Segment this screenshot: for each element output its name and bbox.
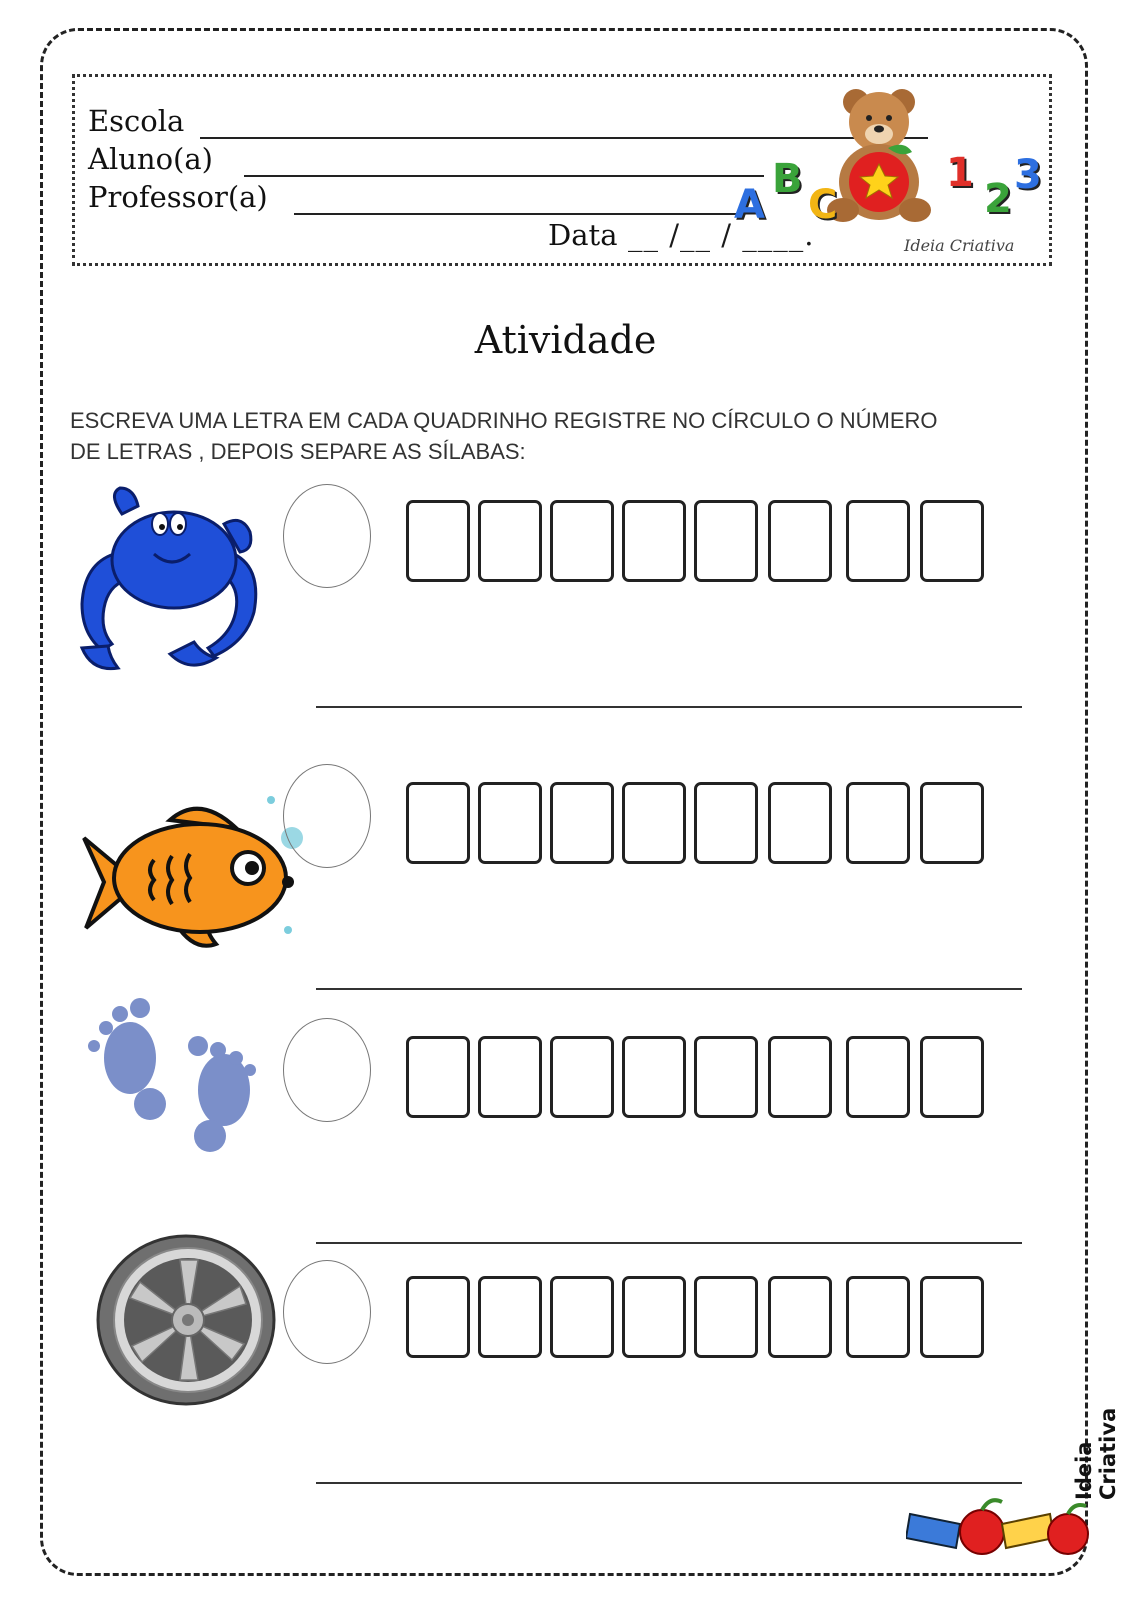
letter-box[interactable] [406, 500, 470, 582]
vertical-credit: Ideia Criativa [1072, 1407, 1120, 1500]
letter-box[interactable] [622, 1276, 686, 1358]
professor-label: Professor(a) [88, 180, 268, 214]
letter-box[interactable] [622, 782, 686, 864]
letter-count-circle[interactable] [283, 1260, 371, 1364]
letter-block: 2 [984, 176, 1012, 222]
data-label: Data [548, 218, 618, 252]
letter-block: B [772, 156, 803, 202]
footprints-icon [80, 998, 266, 1156]
letter-block: A [734, 182, 765, 228]
letter-block: C [808, 182, 838, 228]
letter-box[interactable] [768, 1276, 832, 1358]
letter-block: 1 [946, 150, 974, 196]
letter-box[interactable] [920, 1036, 984, 1118]
syllable-line[interactable] [316, 1242, 1022, 1244]
letter-box[interactable] [406, 1036, 470, 1118]
letter-box[interactable] [406, 1276, 470, 1358]
credit-text: Ideia Criativa [904, 236, 1015, 255]
letter-box[interactable] [478, 500, 542, 582]
letter-block: 3 [1014, 152, 1042, 198]
letter-count-circle[interactable] [283, 1018, 371, 1122]
letter-box[interactable] [920, 782, 984, 864]
letter-box[interactable] [694, 1276, 758, 1358]
crab-icon [74, 484, 274, 680]
letter-box[interactable] [768, 1036, 832, 1118]
syllable-line[interactable] [316, 1482, 1022, 1484]
letter-box[interactable] [550, 1276, 614, 1358]
letter-box[interactable] [478, 1036, 542, 1118]
letter-box[interactable] [768, 500, 832, 582]
letter-box[interactable] [550, 1036, 614, 1118]
letter-count-circle[interactable] [283, 484, 371, 588]
letter-box[interactable] [478, 1276, 542, 1358]
letter-box[interactable] [406, 782, 470, 864]
instructions-line-2: DE LETRAS , DEPOIS SEPARE AS SÍLABAS: [70, 439, 526, 464]
letter-box[interactable] [550, 782, 614, 864]
letter-box[interactable] [478, 782, 542, 864]
professor-line[interactable] [294, 213, 742, 215]
letter-box[interactable] [846, 782, 910, 864]
letter-count-circle[interactable] [283, 764, 371, 868]
letter-box[interactable] [846, 1276, 910, 1358]
letter-box[interactable] [694, 1036, 758, 1118]
letter-box[interactable] [920, 500, 984, 582]
page-title: Atividade [474, 318, 657, 362]
letter-box[interactable] [920, 1276, 984, 1358]
syllable-line[interactable] [316, 988, 1022, 990]
letter-box[interactable] [550, 500, 614, 582]
escola-label: Escola [88, 104, 185, 138]
letter-box[interactable] [846, 500, 910, 582]
letter-box[interactable] [694, 500, 758, 582]
aluno-label: Aluno(a) [88, 142, 213, 176]
letter-box[interactable] [622, 500, 686, 582]
wheel-icon [94, 1234, 276, 1406]
letter-box[interactable] [768, 782, 832, 864]
date-field[interactable]: __ /__ / ____. [628, 218, 815, 252]
syllable-line[interactable] [316, 706, 1022, 708]
instructions [70, 405, 1080, 467]
letter-box[interactable] [694, 782, 758, 864]
aluno-line[interactable] [244, 175, 764, 177]
letter-box[interactable] [622, 1036, 686, 1118]
instructions-line-1: ESCREVA UMA LETRA EM CADA QUADRINHO REGISTRE NO CÍRCULO O NÚMERO [70, 408, 938, 433]
crayons-apples-icon [906, 1494, 1092, 1562]
letter-box[interactable] [846, 1036, 910, 1118]
